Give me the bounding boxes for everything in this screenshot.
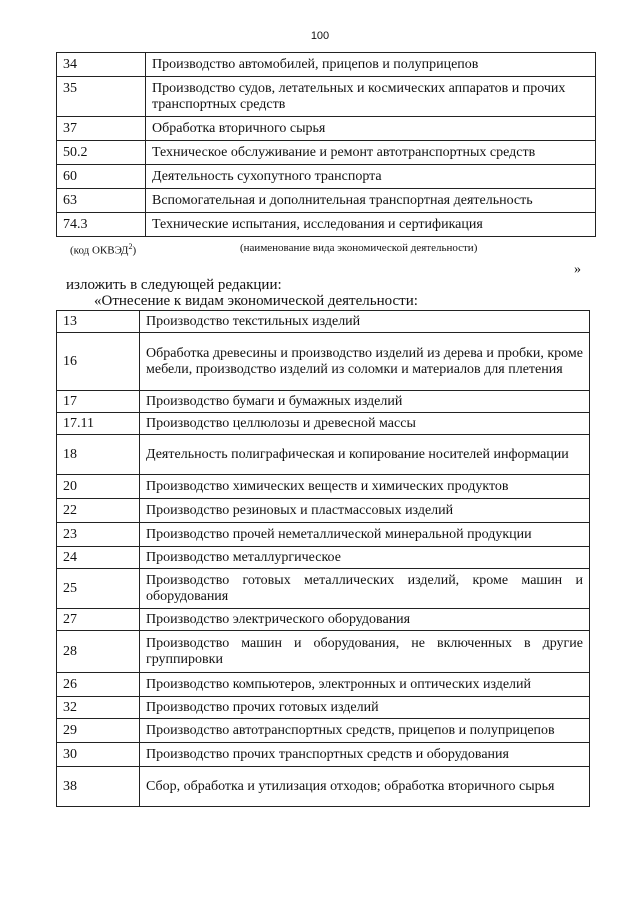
okved-code: 13 [57,311,140,333]
okved-code: 28 [57,631,140,673]
footnote-mark: 2 [128,242,133,251]
activity-name: Технические испытания, исследования и сертификация [146,213,596,237]
activity-name: Сбор, обработка и утилизация отходов; обработка вторичного сырья [140,767,590,807]
table-row [57,311,590,333]
page-number: 100 [310,30,330,42]
table-row [57,117,596,141]
code-column-legend [70,242,136,257]
code-legend-text: (код ОКВЭД [70,244,129,257]
activity-name: Производство автомобилей, прицепов и полуприцепов [146,53,596,77]
table-row [57,719,590,743]
okved-code: 63 [57,189,146,213]
okved-code: 24 [57,547,140,569]
activity-name: Производство электрического оборудования [140,609,590,631]
table-row [57,609,590,631]
activity-name: Производство химических веществ и химических продуктов [140,475,590,499]
okved-code: 27 [57,609,140,631]
table-row [57,499,590,523]
table-row [57,435,590,475]
activity-name: Вспомогательная и дополнительная транспортная деятельность [146,189,596,213]
intro-text: изложить в следующей редакции: [66,277,282,293]
table-row [57,631,590,673]
section-heading: «Отнесение к видам экономической деятельности: [94,293,418,309]
okved-code: 37 [57,117,146,141]
activity-name: Производство металлургическое [140,547,590,569]
table-row [57,475,590,499]
activity-name: Деятельность сухопутного транспорта [146,165,596,189]
closing-quote: » [574,262,581,277]
table-row [57,189,596,213]
okved-table-new [56,310,590,807]
name-column-legend: (наименование вида экономической деятельности) [240,242,478,254]
okved-code: 25 [57,569,140,609]
table-row [57,165,596,189]
activity-name: Производство целлюлозы и древесной массы [140,413,590,435]
okved-code: 30 [57,743,140,767]
okved-code: 74.3 [57,213,146,237]
okved-code: 23 [57,523,140,547]
okved-code: 34 [57,53,146,77]
okved-table-previous [56,52,596,237]
table-row [57,213,596,237]
activity-name: Производство текстильных изделий [140,311,590,333]
okved-code: 22 [57,499,140,523]
okved-code: 60 [57,165,146,189]
activity-name: Обработка древесины и производство изделий из дерева и пробки, кроме мебели, производство изделий из соломки и материалов для плетения [140,333,590,391]
activity-name: Производство бумаги и бумажных изделий [140,391,590,413]
okved-code: 16 [57,333,140,391]
table-row [57,569,590,609]
table-row [57,547,590,569]
okved-code: 35 [57,77,146,117]
table-row [57,141,596,165]
activity-name: Производство судов, летательных и космических аппаратов и прочих транспортных средств [146,77,596,117]
okved-code: 17 [57,391,140,413]
okved-code: 50.2 [57,141,146,165]
okved-code: 20 [57,475,140,499]
code-legend-close: ) [132,244,137,257]
table-row [57,413,590,435]
okved-code: 38 [57,767,140,807]
table-row [57,697,590,719]
okved-code: 32 [57,697,140,719]
table-row [57,333,590,391]
activity-name: Производство автотранспортных средств, прицепов и полуприцепов [140,719,590,743]
activity-name: Производство компьютеров, электронных и оптических изделий [140,673,590,697]
activity-name: Производство готовых металлических изделий, кроме машин и оборудования [140,569,590,609]
activity-name: Производство прочих готовых изделий [140,697,590,719]
table-row [57,391,590,413]
activity-name: Производство прочей неметаллической минеральной продукции [140,523,590,547]
okved-code: 17.11 [57,413,140,435]
okved-code: 29 [57,719,140,743]
okved-code: 26 [57,673,140,697]
table-row [57,743,590,767]
table-row [57,767,590,807]
activity-name: Производство прочих транспортных средств и оборудования [140,743,590,767]
table-row [57,77,596,117]
activity-name: Техническое обслуживание и ремонт автотранспортных средств [146,141,596,165]
activity-name: Производство машин и оборудования, не включенных в другие группировки [140,631,590,673]
activity-name: Производство резиновых и пластмассовых изделий [140,499,590,523]
table-row [57,523,590,547]
table-row [57,53,596,77]
table-row [57,673,590,697]
activity-name: Обработка вторичного сырья [146,117,596,141]
activity-name: Деятельность полиграфическая и копирование носителей информации [140,435,590,475]
okved-code: 18 [57,435,140,475]
